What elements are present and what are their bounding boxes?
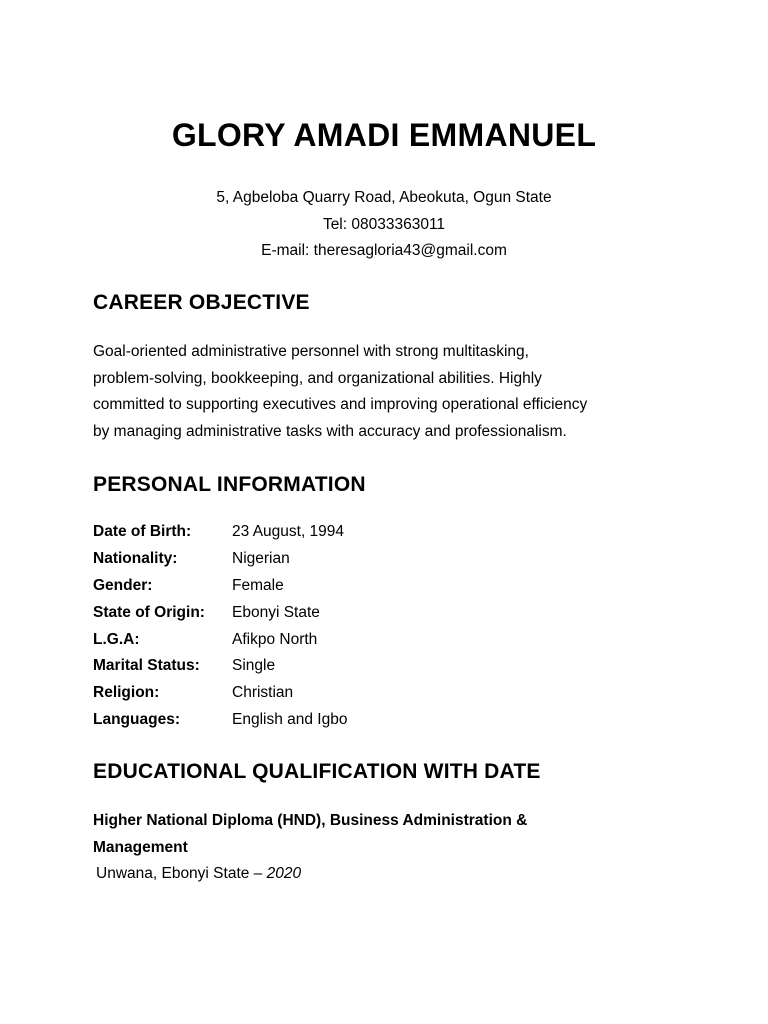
info-row — [93, 573, 347, 600]
info-row — [93, 599, 347, 626]
candidate-name: GLORY AMADI EMMANUEL — [171, 117, 597, 153]
info-value: Nigerian — [232, 550, 290, 568]
info-row — [93, 680, 347, 707]
info-label: Languages: — [93, 710, 180, 728]
info-value: 23 August, 1994 — [232, 523, 345, 541]
info-label: Nationality: — [93, 550, 178, 568]
info-label: L.G.A: — [93, 630, 140, 648]
info-row — [93, 626, 347, 653]
qualification-location: Unwana, Ebonyi State – — [96, 865, 267, 882]
info-row — [93, 707, 347, 734]
qualification-title-line: Higher National Diploma (HND), Business Administration & — [93, 812, 528, 829]
address-line: 5, Agbeloba Quarry Road, Abeokuta, Ogun State — [216, 189, 552, 206]
qualification-title-line: Management — [93, 838, 188, 856]
qualification-year: 2020 — [266, 865, 302, 882]
info-label: Religion: — [93, 684, 160, 702]
objective-line: by managing administrative tasks with accuracy and professionalism. — [93, 423, 567, 441]
phone-line: Tel: 08033363011 — [322, 215, 446, 233]
qualification-detail — [96, 861, 301, 888]
education-heading: EDUCATIONAL QUALIFICATION WITH DATE — [93, 760, 541, 783]
info-value: Single — [232, 657, 276, 675]
career-objective-text — [93, 339, 693, 446]
info-value: English and Igbo — [232, 710, 348, 728]
info-label: Gender: — [93, 576, 153, 594]
info-value: Female — [232, 576, 284, 594]
career-objective-heading: CAREER OBJECTIVE — [93, 291, 310, 314]
info-label: State of Origin: — [93, 603, 205, 621]
personal-information-heading: PERSONAL INFORMATION — [93, 473, 366, 496]
objective-line: Goal-oriented administrative personnel with strong multitasking, — [93, 343, 529, 360]
info-row — [93, 546, 347, 573]
info-label: Marital Status: — [93, 657, 200, 675]
qualification-title — [93, 808, 527, 861]
objective-line: committed to supporting executives and improving operational efficiency — [93, 396, 588, 414]
info-value: Ebonyi State — [232, 603, 320, 621]
info-row — [93, 519, 347, 546]
objective-line: problem-solving, bookkeeping, and organizational abilities. Highly — [93, 369, 542, 387]
info-value: Afikpo North — [232, 630, 318, 648]
email-line: E-mail: theresagloria43@gmail.com — [261, 242, 507, 260]
info-value: Christian — [232, 684, 294, 702]
contact-block — [0, 185, 768, 265]
personal-information-table — [93, 519, 347, 733]
info-label: Date of Birth: — [93, 523, 192, 541]
info-row — [93, 653, 347, 680]
